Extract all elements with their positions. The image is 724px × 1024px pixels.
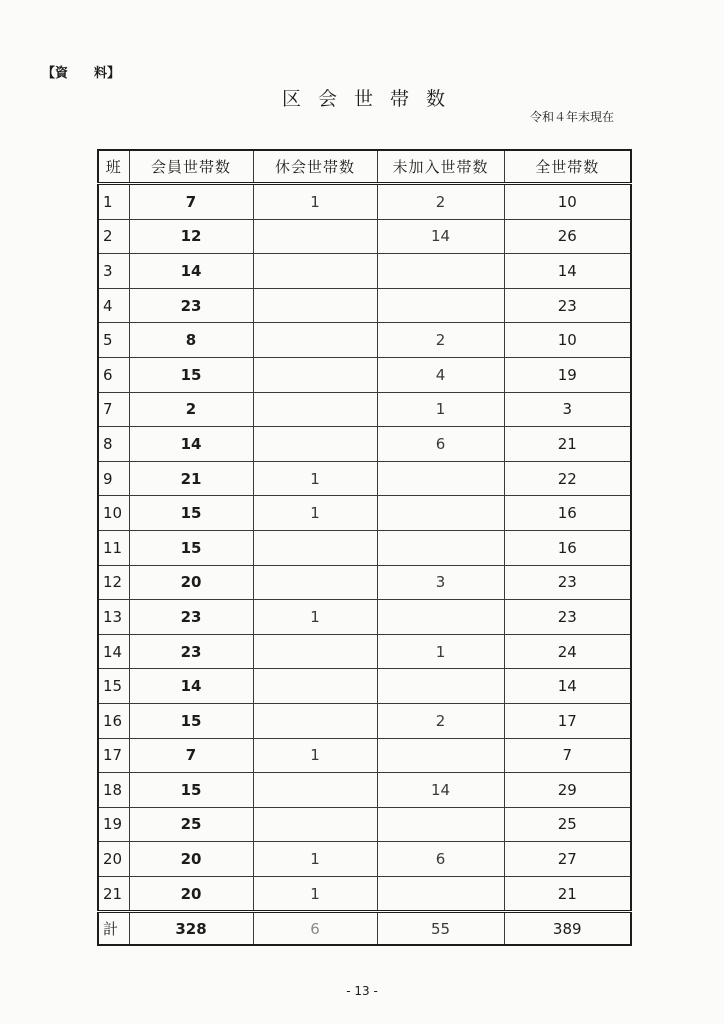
cell-inactive: 1 <box>253 184 377 220</box>
household-table <box>97 149 632 946</box>
cell-ban: 3 <box>98 254 129 289</box>
total-member: 328 <box>129 912 253 946</box>
cell-ban: 14 <box>98 634 129 669</box>
cell-member: 20 <box>129 842 253 877</box>
cell-member: 15 <box>129 357 253 392</box>
table-body <box>98 184 631 912</box>
cell-member: 14 <box>129 254 253 289</box>
cell-inactive <box>253 323 377 358</box>
cell-member: 2 <box>129 392 253 427</box>
cell-nonmember: 6 <box>377 427 504 462</box>
document-label: 【資 料】 <box>42 66 121 81</box>
cell-total: 19 <box>504 357 631 392</box>
cell-inactive: 1 <box>253 738 377 773</box>
cell-inactive <box>253 254 377 289</box>
cell-nonmember <box>377 288 504 323</box>
cell-inactive: 1 <box>253 842 377 877</box>
cell-total: 23 <box>504 600 631 635</box>
cell-ban: 12 <box>98 565 129 600</box>
cell-total: 22 <box>504 461 631 496</box>
cell-inactive <box>253 357 377 392</box>
cell-nonmember: 4 <box>377 357 504 392</box>
cell-total: 29 <box>504 773 631 808</box>
as-of-date: 令和４年末現在 <box>529 110 614 124</box>
table-row <box>98 427 631 462</box>
cell-total: 23 <box>504 565 631 600</box>
cell-inactive <box>253 219 377 254</box>
cell-nonmember: 14 <box>377 219 504 254</box>
total-nonmember: 55 <box>377 912 504 946</box>
cell-total: 27 <box>504 842 631 877</box>
cell-ban: 19 <box>98 807 129 842</box>
cell-ban: 21 <box>98 876 129 912</box>
total-row <box>98 912 631 946</box>
cell-ban: 1 <box>98 184 129 220</box>
cell-inactive <box>253 807 377 842</box>
cell-nonmember <box>377 876 504 912</box>
cell-ban: 11 <box>98 530 129 565</box>
cell-inactive <box>253 565 377 600</box>
table-row <box>98 392 631 427</box>
cell-inactive: 1 <box>253 461 377 496</box>
cell-total: 10 <box>504 184 631 220</box>
cell-ban: 2 <box>98 219 129 254</box>
cell-nonmember: 3 <box>377 565 504 600</box>
cell-total: 16 <box>504 530 631 565</box>
cell-total: 23 <box>504 288 631 323</box>
cell-inactive <box>253 530 377 565</box>
page-title: 区会世帯数 <box>281 88 462 110</box>
table-row <box>98 773 631 808</box>
column-header-member: 会員世帯数 <box>129 150 253 184</box>
table-row <box>98 807 631 842</box>
cell-ban: 6 <box>98 357 129 392</box>
table-row <box>98 323 631 358</box>
cell-member: 15 <box>129 496 253 531</box>
cell-ban: 8 <box>98 427 129 462</box>
cell-member: 20 <box>129 565 253 600</box>
cell-total: 26 <box>504 219 631 254</box>
cell-member: 15 <box>129 703 253 738</box>
cell-inactive <box>253 773 377 808</box>
cell-total: 21 <box>504 876 631 912</box>
cell-inactive <box>253 288 377 323</box>
cell-ban: 7 <box>98 392 129 427</box>
column-header-inactive: 休会世帯数 <box>253 150 377 184</box>
cell-total: 16 <box>504 496 631 531</box>
cell-total: 3 <box>504 392 631 427</box>
cell-inactive <box>253 669 377 704</box>
cell-nonmember: 2 <box>377 703 504 738</box>
cell-total: 14 <box>504 254 631 289</box>
table-row <box>98 496 631 531</box>
table-row <box>98 219 631 254</box>
cell-nonmember <box>377 600 504 635</box>
cell-ban: 17 <box>98 738 129 773</box>
cell-inactive <box>253 703 377 738</box>
cell-nonmember: 14 <box>377 773 504 808</box>
cell-member: 23 <box>129 634 253 669</box>
cell-ban: 18 <box>98 773 129 808</box>
table-row <box>98 876 631 912</box>
cell-ban: 16 <box>98 703 129 738</box>
column-header-ban: 班 <box>98 150 129 184</box>
cell-ban: 9 <box>98 461 129 496</box>
table-row <box>98 530 631 565</box>
cell-member: 23 <box>129 600 253 635</box>
table-row <box>98 842 631 877</box>
cell-nonmember <box>377 254 504 289</box>
page-number: - 13 - <box>346 984 378 998</box>
cell-ban: 4 <box>98 288 129 323</box>
column-header-nonmember: 未加入世帯数 <box>377 150 504 184</box>
cell-member: 8 <box>129 323 253 358</box>
cell-ban: 20 <box>98 842 129 877</box>
cell-inactive: 1 <box>253 496 377 531</box>
cell-ban: 10 <box>98 496 129 531</box>
cell-inactive <box>253 392 377 427</box>
cell-total: 24 <box>504 634 631 669</box>
total-inactive: 6 <box>253 912 377 946</box>
total-all: 389 <box>504 912 631 946</box>
cell-nonmember <box>377 461 504 496</box>
cell-nonmember <box>377 669 504 704</box>
cell-member: 15 <box>129 773 253 808</box>
table-row <box>98 634 631 669</box>
table-row <box>98 669 631 704</box>
cell-inactive: 1 <box>253 600 377 635</box>
cell-ban: 5 <box>98 323 129 358</box>
cell-member: 12 <box>129 219 253 254</box>
cell-nonmember: 2 <box>377 323 504 358</box>
cell-ban: 15 <box>98 669 129 704</box>
cell-total: 14 <box>504 669 631 704</box>
cell-inactive <box>253 427 377 462</box>
cell-total: 17 <box>504 703 631 738</box>
table-header-row <box>98 150 631 184</box>
table-row <box>98 254 631 289</box>
cell-nonmember <box>377 496 504 531</box>
cell-nonmember <box>377 807 504 842</box>
cell-total: 21 <box>504 427 631 462</box>
table-row <box>98 703 631 738</box>
cell-nonmember <box>377 738 504 773</box>
cell-nonmember <box>377 530 504 565</box>
cell-member: 14 <box>129 427 253 462</box>
cell-nonmember: 2 <box>377 184 504 220</box>
cell-nonmember: 1 <box>377 634 504 669</box>
total-label: 計 <box>98 912 129 946</box>
cell-member: 23 <box>129 288 253 323</box>
cell-total: 25 <box>504 807 631 842</box>
cell-ban: 13 <box>98 600 129 635</box>
cell-member: 7 <box>129 738 253 773</box>
cell-member: 25 <box>129 807 253 842</box>
cell-total: 10 <box>504 323 631 358</box>
cell-member: 15 <box>129 530 253 565</box>
cell-member: 7 <box>129 184 253 220</box>
cell-total: 7 <box>504 738 631 773</box>
cell-member: 21 <box>129 461 253 496</box>
cell-member: 14 <box>129 669 253 704</box>
cell-inactive: 1 <box>253 876 377 912</box>
table-row <box>98 738 631 773</box>
table-row <box>98 357 631 392</box>
cell-inactive <box>253 634 377 669</box>
table-row <box>98 184 631 220</box>
cell-nonmember: 6 <box>377 842 504 877</box>
table-row <box>98 461 631 496</box>
table-row <box>98 600 631 635</box>
table-row <box>98 288 631 323</box>
column-header-total: 全世帯数 <box>504 150 631 184</box>
cell-nonmember: 1 <box>377 392 504 427</box>
cell-member: 20 <box>129 876 253 912</box>
table-row <box>98 565 631 600</box>
